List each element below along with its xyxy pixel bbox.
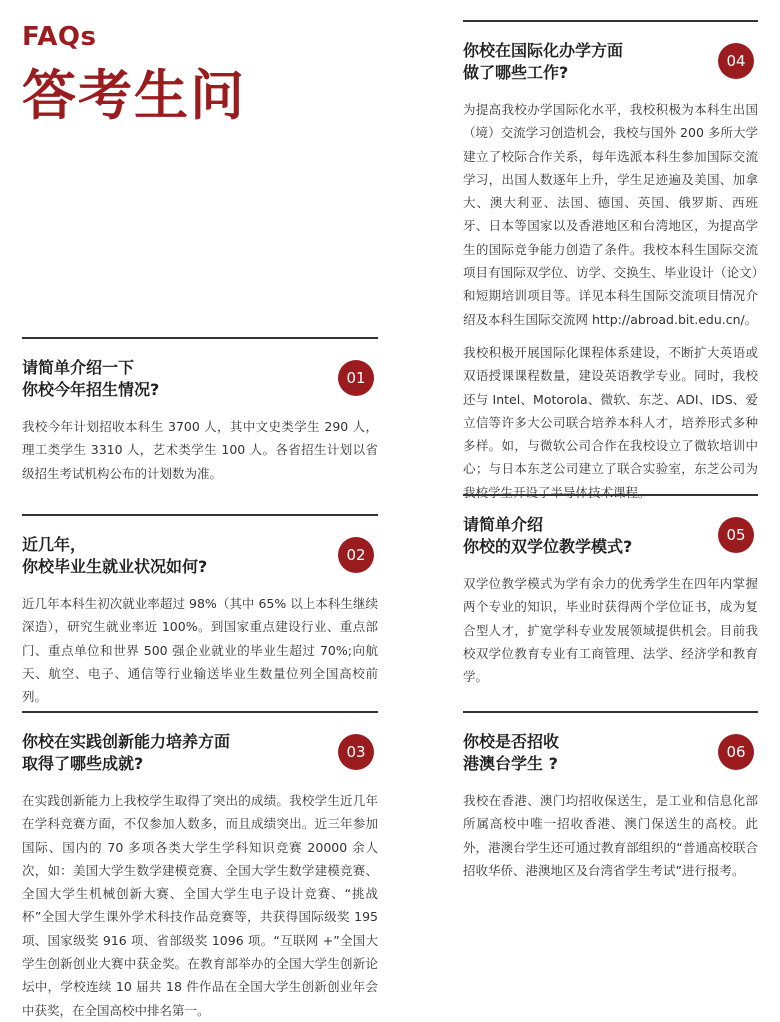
question-line: 你校是否招收 — [463, 732, 560, 751]
number-badge: 02 — [338, 537, 374, 573]
faq-answer: 在实践创新能力上我校学生取得了突出的成绩。我校学生近几年在学科竞赛方面，不仅参加人数多，而且成绩突出。近三年参加国际、国内的 70 多项各类大学生学科知识竞赛 20000 余人次，如：美国大学生数学建模竞赛、全国大学生数学建模竞赛、全国大学生机械创新大赛、全国大学生电子设计竞赛、“挑战杯”全国大学生课外学术科技作品竞赛等，共获得国际级奖 195 项、国家级奖 916 项、省部级奖 1096 项。“互联网 +”全国大学生创新创业大赛中获金奖。在教育部举办的全国大学生创新论坛中，学校连续 10 届共 18 件作品在全国大学生创新创业年会中获奖，在全国高校中排名第一。 — [22, 793, 378, 1018]
faq-item-05 — [463, 494, 758, 688]
faq-item-06 — [463, 711, 758, 882]
divider — [463, 20, 758, 22]
divider — [463, 494, 758, 496]
faq-item-04 — [463, 20, 758, 504]
faq-answer: 我校积极开展国际化课程体系建设，不断扩大英语或双语授课课程数量，建设英语教学专业。同时，我校还与 Intel、Motorola、微软、东芝、ADI、IDS、爱立信等许多大公司联合培养本科人才，培养形式多种多样。如，与微软公司合作在我校设立了微软培训中心；与日本东芝公司建立了联合实验室，东芝公司为我校学生开设了半导体技术课程。 — [463, 344, 758, 500]
question-line: 你校今年招生情况? — [22, 380, 160, 399]
faq-answer: 我校今年计划招收本科生 3700 人，其中文史类学生 290 人，理工类学生 3310 人，艺术类学生 100 人。各省招生计划以省级招生考试机构公布的计划数为准。 — [22, 419, 378, 481]
faq-item-03 — [22, 711, 378, 1022]
divider — [22, 514, 378, 516]
faq-answer: 近几年本科生初次就业率超过 98%（其中 65% 以上本科生继续深造），研究生就业率近 100%。到国家重点建设行业、重点部门、重点单位和世界 500 强企业就业的毕业生超过 70%;向航天、航空、电子、通信等行业输送毕业生数量位列全国高校前列。 — [22, 596, 378, 705]
faq-answer: 双学位教学模式为学有余力的优秀学生在四年内掌握两个专业的知识，毕业时获得两个学位证书，成为复合型人才，扩宽学科专业发展领域提供机会。目前我校双学位教育专业有工商管理、法学、经济学和教育学。 — [463, 576, 758, 685]
faq-question — [22, 357, 378, 401]
faq-item-02 — [22, 514, 378, 708]
faq-answer: 我校在香港、澳门均招收保送生，是工业和信息化部所属高校中唯一招收香港、澳门保送生的高校。此外，港澳台学生还可通过教育部组织的“普通高校联合招收华侨、港澳地区及台湾省学生考试”进行报考。 — [463, 793, 758, 878]
faq-question — [22, 731, 378, 775]
faq-question — [463, 514, 758, 558]
question-line: 近几年， — [22, 535, 87, 554]
page-title: 答考生问 — [22, 64, 246, 127]
question-line: 取得了哪些成就? — [22, 754, 144, 773]
question-line: 你校在国际化办学方面 — [463, 41, 624, 60]
number-badge: 03 — [338, 734, 374, 770]
question-line: 你校在实践创新能力培养方面 — [22, 732, 231, 751]
faq-item-01 — [22, 337, 378, 485]
question-line: 你校毕业生就业状况如何? — [22, 557, 208, 576]
question-line: 请简单介绍一下 — [22, 358, 135, 377]
divider — [22, 711, 378, 713]
faq-question — [22, 534, 378, 578]
number-badge: 06 — [718, 734, 754, 770]
faqs-label: FAQs — [22, 22, 97, 52]
faq-question — [463, 731, 758, 775]
question-line: 你校的双学位教学模式? — [463, 537, 633, 556]
number-badge: 01 — [338, 360, 374, 396]
number-badge: 04 — [718, 43, 754, 79]
question-line: 港澳台学生 ? — [463, 754, 558, 773]
divider — [463, 711, 758, 713]
question-line: 请简单介绍 — [463, 515, 544, 534]
divider — [22, 337, 378, 339]
question-line: 做了哪些工作? — [463, 63, 569, 82]
number-badge: 05 — [718, 517, 754, 553]
faq-question — [463, 40, 758, 84]
faq-answer: 为提高我校办学国际化水平，我校积极为本科生出国（境）交流学习创造机会，我校与国外 200 多所大学建立了校际合作关系，每年选派本科生参加国际交流学习，出国人数逐年上升，学生足迹遍及美国、加拿大、澳大利亚、法国、德国、英国、俄罗斯、西班牙、日本等国家以及香港地区和台湾地区，为提高学生的国际竞争能力创造了条件。我校本科生国际交流项目有国际双学位、访学、交换生、毕业设计（论文）和短期培训项目等。详见本科生国际交流项目情况介绍及本科生国际交流网 http://abroad.bit.edu.cn/。 — [463, 102, 758, 327]
